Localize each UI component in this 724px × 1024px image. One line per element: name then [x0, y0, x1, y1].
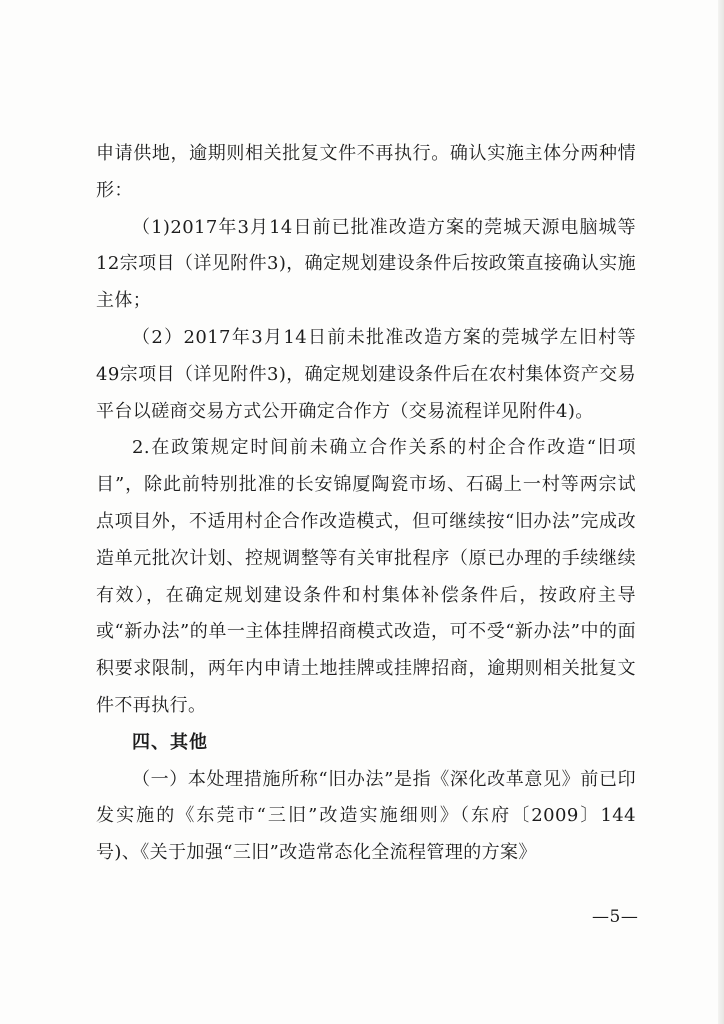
page-number: —5— — [592, 907, 639, 927]
section-heading: 四、其他 — [132, 731, 208, 753]
paragraph-definition: （一）本处理措施所称“旧办法”是指《深化改革意见》前已印发实施的《东莞市“三旧”改造实施细则》（东府〔2009〕144 号)、《关于加强“三旧”改造常态化全流程管理的方案》 — [96, 768, 636, 864]
paragraph-item-2: 2.在政策规定时间前未确立合作关系的村企合作改造“旧项目”，除此前特别批准的长安锦厦陶瓷市场、石碣上一村等两宗试点项目外，不适用村企合作改造模式，但可继续按“旧办法”完成改造单元批次计划、控规调整等有关审批程序（原已办理的手续继续有效），在确定规划建设条件和村集体补偿条件后，按政府主导或“新办法”的单一主体挂牌招商模式改造，可不受“新办法”中的面积要求限制，两年内申请土地挂牌或挂牌招商，逾期则相关批复文件不再执行。 — [96, 437, 636, 716]
paragraph-continuation: 申请供地，逾期则相关批复文件不再执行。确认实施主体分两种情形： — [96, 143, 636, 201]
scan-edge-shadow — [718, 0, 724, 1024]
paragraph-case-1: （1)2017年3月14日前已批准改造方案的莞城天源电脑城等12宗项目（详见附件3)，确定规划建设条件后按政策直接确认实施主体； — [96, 216, 636, 312]
paragraph-case-2: （2）2017年3月14日前未批准改造方案的莞城学左旧村等49宗项目（详见附件3)，确定规划建设条件后在农村集体资产交易平台以磋商交易方式公开确定合作方（交易流程详见附件4)。 — [96, 326, 636, 422]
document-body — [96, 136, 636, 872]
